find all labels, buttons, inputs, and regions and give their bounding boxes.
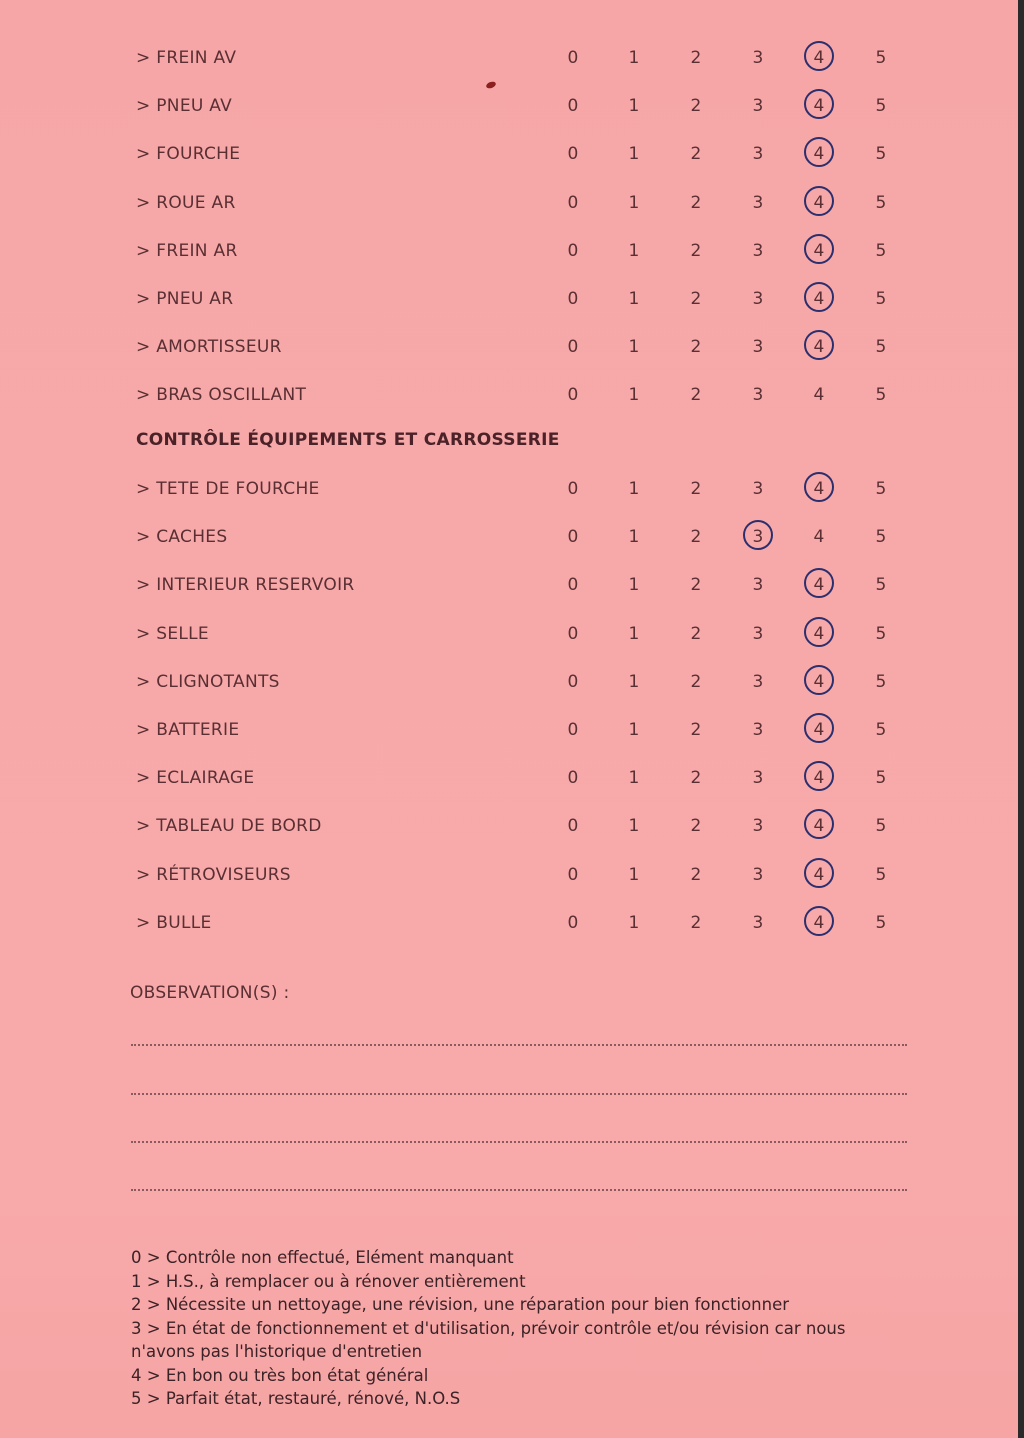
- rating-row: [0, 519, 1018, 559]
- score-option-5[interactable]: 5: [875, 289, 887, 309]
- row-label: > TABLEAU DE BORD: [136, 816, 322, 837]
- score-option-1[interactable]: 1: [628, 575, 640, 596]
- score-option-5[interactable]: 5: [875, 623, 887, 644]
- circled-score-mark: [804, 330, 834, 360]
- score-option-0[interactable]: 0: [567, 192, 579, 213]
- row-label: > RÉTROVISEURS: [136, 864, 291, 885]
- score-option-3[interactable]: 3: [752, 192, 764, 213]
- score-option-5[interactable]: 5: [875, 768, 887, 789]
- score-option-2[interactable]: 2: [690, 912, 702, 933]
- circled-score-mark: [804, 665, 834, 695]
- rating-legend: [131, 1246, 845, 1411]
- score-option-2[interactable]: 2: [690, 671, 702, 692]
- score-option-3[interactable]: 3: [752, 912, 764, 933]
- score-option-0[interactable]: 0: [567, 144, 579, 165]
- score-option-2[interactable]: 2: [690, 48, 702, 68]
- row-label: > PNEU AR: [136, 289, 234, 309]
- row-label: > CLIGNOTANTS: [136, 671, 280, 692]
- score-option-2[interactable]: 2: [690, 720, 702, 740]
- circled-score-mark: [804, 617, 834, 647]
- score-option-0[interactable]: 0: [567, 623, 579, 644]
- row-label: > BULLE: [136, 912, 212, 933]
- score-option-1[interactable]: 1: [628, 768, 640, 789]
- rating-row: [0, 136, 1018, 176]
- score-option-1[interactable]: 1: [628, 289, 640, 309]
- score-option-1[interactable]: 1: [628, 912, 640, 933]
- score-option-1[interactable]: 1: [628, 864, 640, 885]
- score-option-5[interactable]: 5: [875, 144, 887, 165]
- score-option-1[interactable]: 1: [628, 48, 640, 68]
- score-option-5[interactable]: 5: [875, 48, 887, 68]
- score-option-0[interactable]: 0: [567, 289, 579, 309]
- score-option-2[interactable]: 2: [690, 864, 702, 885]
- score-option-3[interactable]: 3: [752, 720, 764, 740]
- score-option-3[interactable]: 3: [752, 479, 764, 499]
- section-title: CONTRÔLE ÉQUIPEMENTS ET CARROSSERIE: [136, 430, 560, 450]
- score-option-1[interactable]: 1: [628, 671, 640, 692]
- score-option-0[interactable]: 0: [567, 527, 579, 548]
- rating-row: [0, 712, 1018, 752]
- score-option-4[interactable]: 4: [813, 912, 825, 933]
- row-label: > FREIN AV: [136, 48, 237, 68]
- rating-row: [0, 664, 1018, 704]
- row-label: > INTERIEUR RESERVOIR: [136, 575, 355, 596]
- score-option-3[interactable]: 3: [752, 671, 764, 692]
- rating-row: [0, 567, 1018, 607]
- score-option-0[interactable]: 0: [567, 768, 579, 789]
- circled-score-mark: [804, 89, 834, 119]
- row-label: > ECLAIRAGE: [136, 768, 255, 789]
- score-option-0[interactable]: 0: [567, 575, 579, 596]
- score-option-4[interactable]: 4: [813, 768, 825, 789]
- score-option-5[interactable]: 5: [875, 671, 887, 692]
- rating-row: [0, 329, 1018, 369]
- score-option-4[interactable]: 4: [813, 96, 825, 117]
- score-option-4[interactable]: 4: [813, 192, 825, 213]
- score-option-4[interactable]: 4: [813, 479, 825, 499]
- circled-score-mark: [804, 761, 834, 791]
- rating-row: [0, 88, 1018, 128]
- score-option-1[interactable]: 1: [628, 479, 640, 499]
- rating-row: [0, 281, 1018, 321]
- score-option-5[interactable]: 5: [875, 96, 887, 117]
- score-option-3[interactable]: 3: [752, 240, 764, 261]
- row-label: > ROUE AR: [136, 192, 236, 213]
- score-option-1[interactable]: 1: [628, 816, 640, 837]
- score-option-1[interactable]: 1: [628, 527, 640, 548]
- score-option-1[interactable]: 1: [628, 720, 640, 740]
- score-option-4[interactable]: 4: [813, 144, 825, 165]
- score-option-1[interactable]: 1: [628, 96, 640, 117]
- row-label: > CACHES: [136, 527, 228, 548]
- score-option-2[interactable]: 2: [690, 816, 702, 837]
- observation-line[interactable]: [131, 1044, 907, 1046]
- score-option-1[interactable]: 1: [628, 337, 640, 358]
- score-option-4[interactable]: 4: [813, 289, 825, 309]
- score-option-4[interactable]: 4: [813, 385, 825, 406]
- legend-line: n'avons pas l'historique d'entretien: [131, 1342, 423, 1361]
- score-option-0[interactable]: 0: [567, 816, 579, 837]
- legend-line: 3 > En état de fonctionnement et d'utilisation, prévoir contrôle et/ou révision car nous: [131, 1318, 846, 1338]
- score-option-4[interactable]: 4: [813, 671, 825, 692]
- row-label: > BATTERIE: [136, 720, 240, 740]
- score-option-3[interactable]: 3: [752, 527, 764, 548]
- score-option-2[interactable]: 2: [690, 479, 702, 499]
- score-option-3[interactable]: 3: [752, 96, 764, 117]
- score-option-5[interactable]: 5: [875, 385, 887, 406]
- circled-score-mark: [804, 282, 834, 312]
- legend-line: 5 > Parfait état, restauré, rénové, N.O.S: [131, 1389, 461, 1408]
- rating-row: [0, 233, 1018, 273]
- score-option-5[interactable]: 5: [875, 240, 887, 261]
- rating-row: [0, 760, 1018, 800]
- score-option-5[interactable]: 5: [875, 816, 887, 837]
- score-option-3[interactable]: 3: [752, 289, 764, 309]
- score-option-5[interactable]: 5: [875, 912, 887, 933]
- row-label: > SELLE: [136, 623, 209, 644]
- score-option-5[interactable]: 5: [875, 192, 887, 213]
- score-option-3[interactable]: 3: [752, 864, 764, 885]
- score-option-0[interactable]: 0: [567, 96, 579, 117]
- score-option-4[interactable]: 4: [813, 240, 825, 261]
- circled-score-mark: [804, 234, 834, 264]
- score-option-1[interactable]: 1: [628, 192, 640, 213]
- score-option-2[interactable]: 2: [690, 768, 702, 789]
- row-label: > PNEU AV: [136, 96, 233, 117]
- score-option-3[interactable]: 3: [752, 768, 764, 789]
- score-option-0[interactable]: 0: [567, 385, 579, 406]
- score-option-0[interactable]: 0: [567, 864, 579, 885]
- row-label: > AMORTISSEUR: [136, 337, 282, 358]
- score-option-4[interactable]: 4: [813, 864, 825, 885]
- legend-line: 0 > Contrôle non effectué, Elément manquant: [131, 1248, 514, 1267]
- score-option-1[interactable]: 1: [628, 144, 640, 165]
- rating-row: [0, 616, 1018, 656]
- score-option-4[interactable]: 4: [813, 337, 825, 358]
- observation-line[interactable]: [131, 1141, 907, 1143]
- score-option-4[interactable]: 4: [813, 48, 825, 68]
- observation-line[interactable]: [131, 1093, 907, 1095]
- score-option-2[interactable]: 2: [690, 385, 702, 406]
- circled-score-mark: [804, 472, 834, 502]
- score-option-0[interactable]: 0: [567, 48, 579, 68]
- score-option-2[interactable]: 2: [690, 289, 702, 309]
- score-option-4[interactable]: 4: [813, 575, 825, 596]
- circled-score-mark: [804, 713, 834, 743]
- rating-row: [0, 905, 1018, 945]
- score-option-2[interactable]: 2: [690, 527, 702, 548]
- row-label: > FREIN AR: [136, 240, 238, 261]
- score-option-4[interactable]: 4: [813, 623, 825, 644]
- score-option-0[interactable]: 0: [567, 240, 579, 261]
- rating-row: [0, 808, 1018, 848]
- circled-score-mark: [743, 520, 773, 550]
- score-option-2[interactable]: 2: [690, 240, 702, 261]
- score-option-2[interactable]: 2: [690, 96, 702, 117]
- score-option-1[interactable]: 1: [628, 240, 640, 261]
- score-option-3[interactable]: 3: [752, 337, 764, 358]
- score-option-5[interactable]: 5: [875, 864, 887, 885]
- score-option-0[interactable]: 0: [567, 720, 579, 740]
- score-option-3[interactable]: 3: [752, 48, 764, 68]
- rating-row: [0, 471, 1018, 511]
- score-option-5[interactable]: 5: [875, 479, 887, 499]
- row-label: > BRAS OSCILLANT: [136, 385, 307, 406]
- score-option-2[interactable]: 2: [690, 192, 702, 213]
- score-option-0[interactable]: 0: [567, 671, 579, 692]
- circled-score-mark: [804, 186, 834, 216]
- score-option-5[interactable]: 5: [875, 575, 887, 596]
- legend-line: 4 > En bon ou très bon état général: [131, 1365, 429, 1385]
- rating-row: [0, 857, 1018, 897]
- score-option-5[interactable]: 5: [875, 720, 887, 740]
- score-option-2[interactable]: 2: [690, 575, 702, 596]
- rating-row: [0, 40, 1018, 80]
- score-option-0[interactable]: 0: [567, 912, 579, 933]
- circled-score-mark: [804, 906, 834, 936]
- score-option-2[interactable]: 2: [690, 623, 702, 644]
- score-option-5[interactable]: 5: [875, 527, 887, 548]
- row-label: > TETE DE FOURCHE: [136, 479, 320, 499]
- score-option-3[interactable]: 3: [752, 144, 764, 165]
- score-option-3[interactable]: 3: [752, 385, 764, 406]
- score-option-2[interactable]: 2: [690, 144, 702, 165]
- circled-score-mark: [804, 41, 834, 71]
- score-option-5[interactable]: 5: [875, 337, 887, 358]
- observations-label: OBSERVATION(S) :: [130, 983, 290, 1003]
- score-option-4[interactable]: 4: [813, 527, 825, 548]
- score-option-3[interactable]: 3: [752, 623, 764, 644]
- score-option-1[interactable]: 1: [628, 385, 640, 406]
- observation-line[interactable]: [131, 1189, 907, 1191]
- score-option-4[interactable]: 4: [813, 816, 825, 837]
- rating-row: [0, 185, 1018, 225]
- score-option-4[interactable]: 4: [813, 720, 825, 740]
- score-option-0[interactable]: 0: [567, 479, 579, 499]
- score-option-3[interactable]: 3: [752, 575, 764, 596]
- score-option-1[interactable]: 1: [628, 623, 640, 644]
- legend-line: 2 > Nécessite un nettoyage, une révision, une réparation pour bien fonctionner: [131, 1295, 790, 1314]
- score-option-3[interactable]: 3: [752, 816, 764, 837]
- rating-row: [0, 377, 1018, 417]
- circled-score-mark: [804, 858, 834, 888]
- score-option-2[interactable]: 2: [690, 337, 702, 358]
- row-label: > FOURCHE: [136, 144, 241, 165]
- score-option-0[interactable]: 0: [567, 337, 579, 358]
- legend-line: 1 > H.S., à remplacer ou à rénover entièrement: [131, 1271, 526, 1291]
